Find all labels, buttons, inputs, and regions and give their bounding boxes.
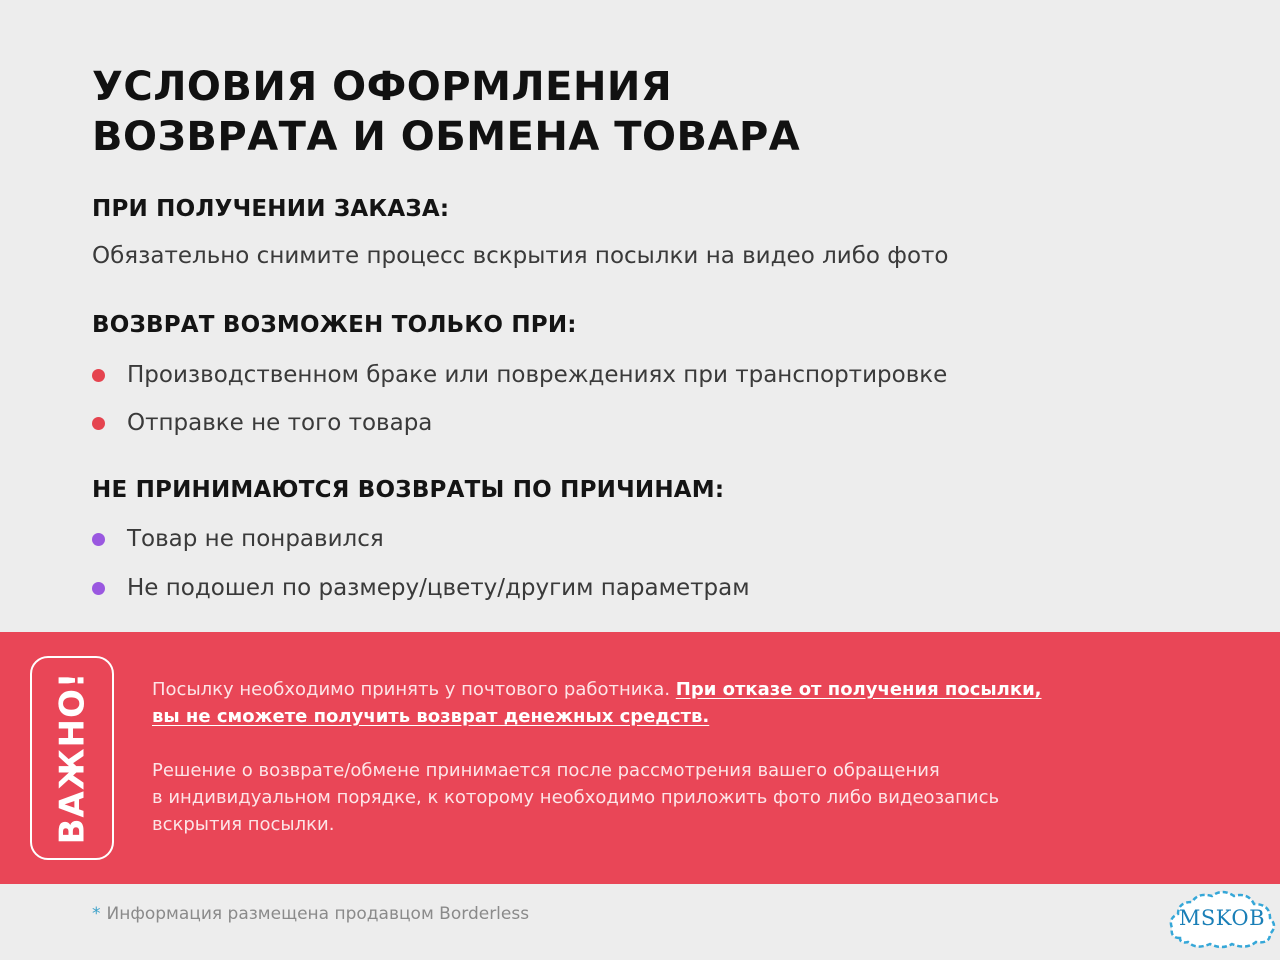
list-item-label: Не подошел по размеру/цвету/другим параметрам	[127, 575, 750, 601]
note-1-emphasis-b: вы не сможете получить возврат денежных средств.	[152, 706, 710, 727]
list-item	[92, 573, 750, 603]
important-badge	[30, 656, 114, 860]
footer-note	[92, 904, 529, 924]
red-bullet-icon	[92, 417, 105, 430]
asterisk-icon: *	[92, 904, 101, 924]
list-item-label: Производственном браке или повреждениях при транспортировке	[127, 362, 948, 388]
watermark-text: MSKOB	[1178, 906, 1266, 930]
note-1-emphasis-a: При отказе от получения посылки,	[675, 679, 1042, 700]
purple-bullet-icon	[92, 582, 105, 595]
list-item	[92, 524, 384, 554]
receipt-heading: ПРИ ПОЛУЧЕНИИ ЗАКАЗА:	[92, 196, 450, 222]
list-item	[92, 360, 947, 390]
note-2-line-3: вскрытия посылки.	[152, 814, 335, 835]
important-badge-label: ВАЖНО!	[52, 671, 92, 845]
page-title	[92, 62, 800, 162]
list-item	[92, 408, 432, 438]
red-bullet-icon	[92, 369, 105, 382]
footer-text: Информация размещена продавцом Borderless	[106, 904, 530, 924]
important-note-2	[152, 757, 1132, 838]
title-line-1: УСЛОВИЯ ОФОРМЛЕНИЯ	[92, 64, 673, 110]
allowed-heading: ВОЗВРАТ ВОЗМОЖЕН ТОЛЬКО ПРИ:	[92, 312, 577, 338]
note-1-text: Посылку необходимо принять у почтового работника.	[152, 679, 676, 700]
note-2-line-2: в индивидуальном порядке, к которому необходимо приложить фото либо видеозапись	[152, 787, 1000, 808]
note-2-line-1: Решение о возврате/обмене принимается после рассмотрения вашего обращения	[152, 760, 940, 781]
list-item-label: Товар не понравился	[127, 526, 384, 552]
title-line-2: ВОЗВРАТА И ОБМЕНА ТОВАРА	[92, 114, 801, 160]
purple-bullet-icon	[92, 533, 105, 546]
important-note-1	[152, 676, 1132, 730]
list-item-label: Отправке не того товара	[127, 410, 433, 436]
receipt-text: Обязательно снимите процесс вскрытия посылки на видео либо фото	[92, 243, 949, 269]
refused-heading: НЕ ПРИНИМАЮТСЯ ВОЗВРАТЫ ПО ПРИЧИНАМ:	[92, 477, 725, 503]
watermark-logo	[1166, 888, 1278, 952]
